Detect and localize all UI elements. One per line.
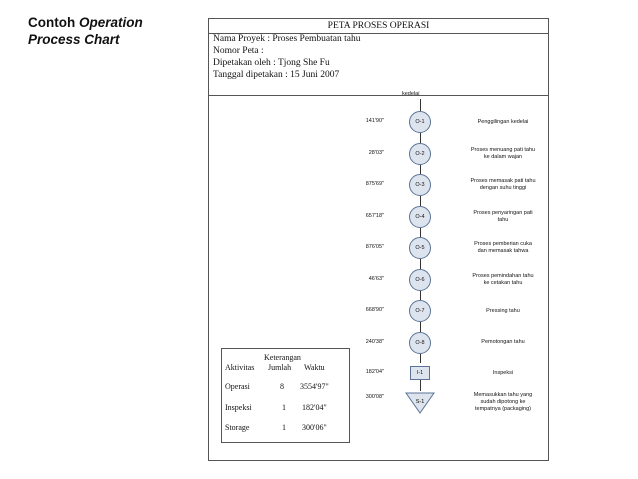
step-description-line: Proses menuang pati tahu xyxy=(470,146,536,153)
step-description-line: Pressing tahu xyxy=(486,307,520,314)
step-time: 300'08" xyxy=(365,394,384,400)
step-description xyxy=(458,339,548,346)
step-description-line: tempatnya (packaging) xyxy=(475,405,531,412)
step-time: 182'04" xyxy=(365,369,384,375)
step-description xyxy=(458,147,548,161)
step-description xyxy=(458,178,548,192)
header-date: Tanggal dipetakan : 15 Juni 2007 xyxy=(213,70,340,80)
step-time: 876'05" xyxy=(365,244,384,250)
step-description-line: Proses memasak pati tahu xyxy=(470,178,536,184)
legend-row-count: 8 xyxy=(280,382,284,391)
operation-symbol: O-1 xyxy=(409,111,431,133)
start-material-label: kedelai xyxy=(402,91,420,97)
document-title: PETA PROSES OPERASI xyxy=(209,19,548,34)
step-description-line: Proses pemberian cuka xyxy=(474,241,532,247)
slide-subtitle: Process Chart xyxy=(28,32,120,47)
legend-title: Keterangan xyxy=(264,353,301,362)
flow-connector xyxy=(420,380,421,391)
flow-connector xyxy=(420,354,421,364)
step-description-line: sudah dipotong ke xyxy=(480,398,526,405)
step-description-line: Memasukkan tahu yang xyxy=(473,391,533,398)
flow-connector xyxy=(420,259,421,269)
flow-connector xyxy=(420,291,421,301)
step-time: 46'63" xyxy=(368,275,384,282)
operation-symbol: O-2 xyxy=(409,143,431,165)
inspection-symbol: I-1 xyxy=(410,366,430,380)
flow-connector xyxy=(420,322,421,332)
operation-symbol: O-3 xyxy=(409,174,431,196)
legend-header-activity: Aktivitas xyxy=(225,363,255,372)
operation-symbol: O-5 xyxy=(409,237,431,259)
flow-connector xyxy=(420,228,421,238)
legend-row-count: 1 xyxy=(282,403,286,412)
legend-row-time: 300'06" xyxy=(302,423,327,432)
flow-connector xyxy=(420,196,421,206)
step-time: 240'38" xyxy=(365,338,384,345)
flow-connector xyxy=(420,99,421,111)
legend-row-time: 3554'97" xyxy=(300,382,329,391)
legend-box xyxy=(221,348,350,443)
operation-symbol: O-4 xyxy=(409,206,431,228)
storage-id-label: S-1 xyxy=(415,399,425,405)
step-time: 657'18" xyxy=(365,212,384,219)
step-description xyxy=(458,370,548,377)
flow-connector xyxy=(420,165,421,175)
legend-row-time: 182'04" xyxy=(302,403,327,412)
step-description xyxy=(458,210,548,224)
storage-symbol xyxy=(405,392,435,414)
step-description-line: ke cetakan tahu xyxy=(483,279,523,286)
step-description-line: Pemotongan tahu xyxy=(481,339,525,345)
step-description xyxy=(458,241,548,255)
step-time: 875'69" xyxy=(365,181,384,187)
operation-symbol: O-6 xyxy=(409,269,431,291)
step-description-line: Inspeksi xyxy=(492,369,514,376)
step-time: 141'90" xyxy=(365,118,384,124)
legend-header-count: Jumlah xyxy=(268,363,292,372)
operation-symbol: O-7 xyxy=(409,300,431,322)
step-description-line: dengan suhu tinggi xyxy=(479,185,527,191)
header-project: Nama Proyek : Proses Pembuatan tahu xyxy=(213,34,361,44)
step-description xyxy=(458,392,548,413)
step-description xyxy=(458,119,548,126)
step-description-line: Penggilingan kedelai xyxy=(477,118,529,125)
step-description-line: ke dalam wajan xyxy=(483,153,523,160)
header-chart-number: Nomor Peta : xyxy=(213,46,264,56)
slide-title-italic: Operation xyxy=(78,15,143,30)
legend-header-time: Waktu xyxy=(304,363,325,372)
step-description-line: dan memasak tahwa xyxy=(477,248,529,254)
operation-symbol: O-8 xyxy=(409,332,431,354)
step-description-line: tahu xyxy=(497,216,509,223)
step-time: 668'90" xyxy=(365,307,384,313)
step-description-line: Proses penyaringan pati xyxy=(473,209,533,216)
legend-row-label: Operasi xyxy=(225,382,250,391)
flow-connector xyxy=(420,133,421,143)
slide-title-plain: Contoh xyxy=(28,15,79,30)
legend-row-count: 1 xyxy=(282,423,286,432)
legend-row-label: Inspeksi xyxy=(225,403,252,412)
step-description-line: Proses pemindahan tahu xyxy=(472,272,534,279)
legend-row-label: Storage xyxy=(225,423,250,432)
step-time: 28'03" xyxy=(368,149,384,156)
step-description xyxy=(458,308,548,315)
step-description xyxy=(458,273,548,287)
header-mapped-by: Dipetakan oleh : Tjong She Fu xyxy=(213,58,330,68)
